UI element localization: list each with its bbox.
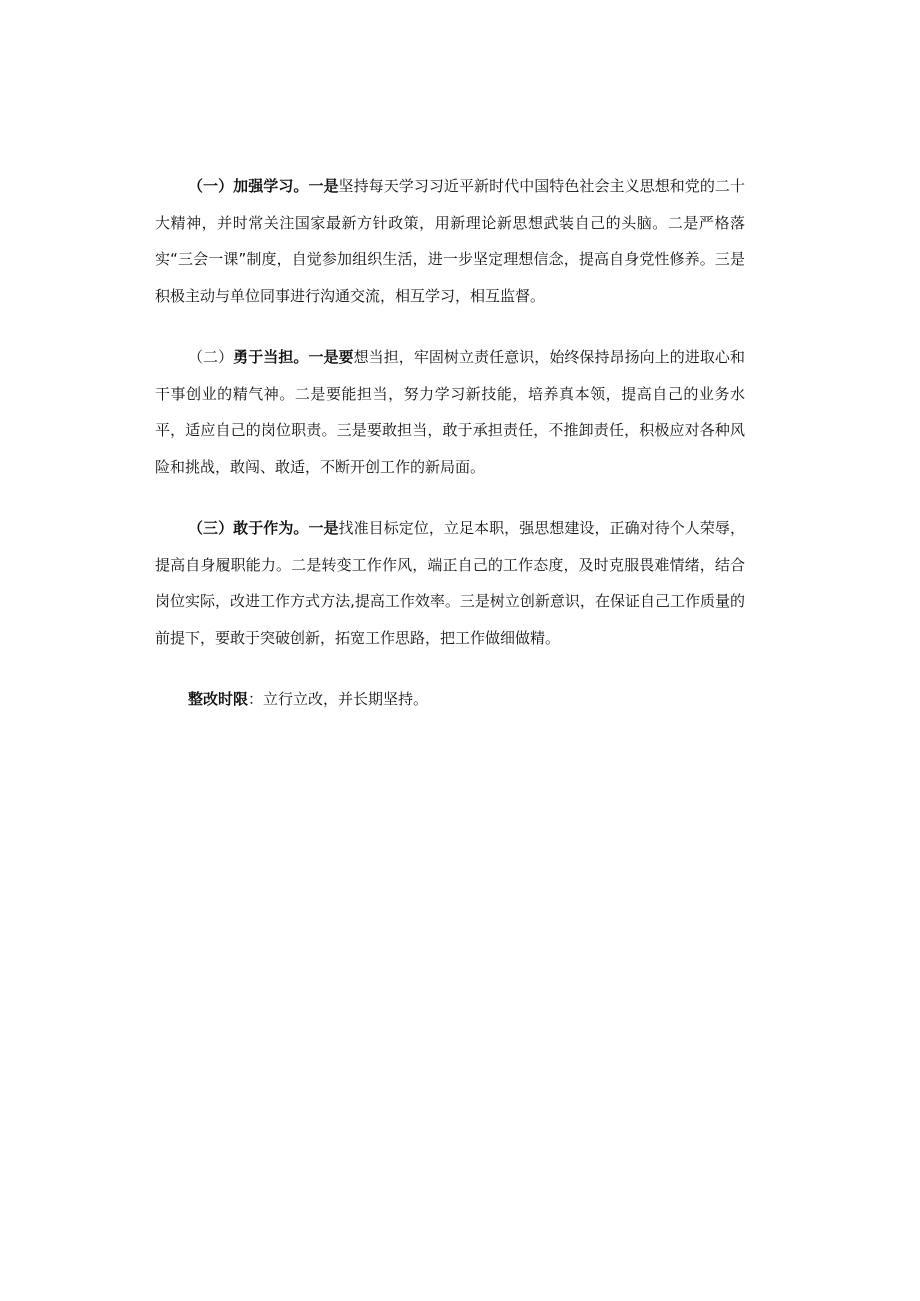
section-responsibility-heading: 勇于当担。 <box>233 348 309 366</box>
section-responsibility-number: （二） <box>188 348 234 366</box>
section-responsibility <box>155 339 745 485</box>
section-responsibility-body: 想当担，牢固树立责任意识，始终保持昂扬向上的进取心和干事创业的精气神。二是要能担当，努力学习新技能，培养真本领，提高自己的业务水平，适应自己的岗位职责。三是要敢担当，敢于承担责任，不推卸责任，积极应对各种风险和挑战，敢闯、敢适，不断开创工作的新局面。 <box>155 348 745 476</box>
section-study-body: 坚持每天学习习近平新时代中国特色社会主义思想和党的二十大精神，并时常关注国家最新方针政策，用新理论新思想武装自己的头脑。二是严格落实“三会一课”制度，自觉参加组织生活，进一步坚定理想信念，提高自身党性修养。三是积极主动与单位同事进行沟通交流，相互学习，相互监督。 <box>155 177 745 305</box>
rectification-deadline <box>155 681 745 718</box>
section-action-body: 找准目标定位，立足本职，强思想建设，正确对待个人荣辱，提高自身履职能力。二是转变工作作风，端正自己的工作态度，及时克服畏难情绪，结合岗位实际，改进工作方式方法,提高工作效率。三是树立创新意识，在保证自己工作质量的前提下，要敢于突破创新，拓宽工作思路，把工作做细做精。 <box>155 519 745 647</box>
section-study-heading: （一）加强学习。 <box>188 177 309 195</box>
section-study <box>155 168 745 314</box>
deadline-text: ：立行立改，并长期坚持。 <box>248 690 429 708</box>
section-action-heading: （三）敢于作为。 <box>188 519 309 537</box>
deadline-label: 整改时限 <box>188 690 249 708</box>
document-body <box>155 168 745 718</box>
section-action-lead: 一是 <box>308 519 339 537</box>
section-study-lead: 一是 <box>308 177 339 195</box>
section-action <box>155 510 745 656</box>
section-responsibility-lead: 一是要 <box>308 348 354 366</box>
